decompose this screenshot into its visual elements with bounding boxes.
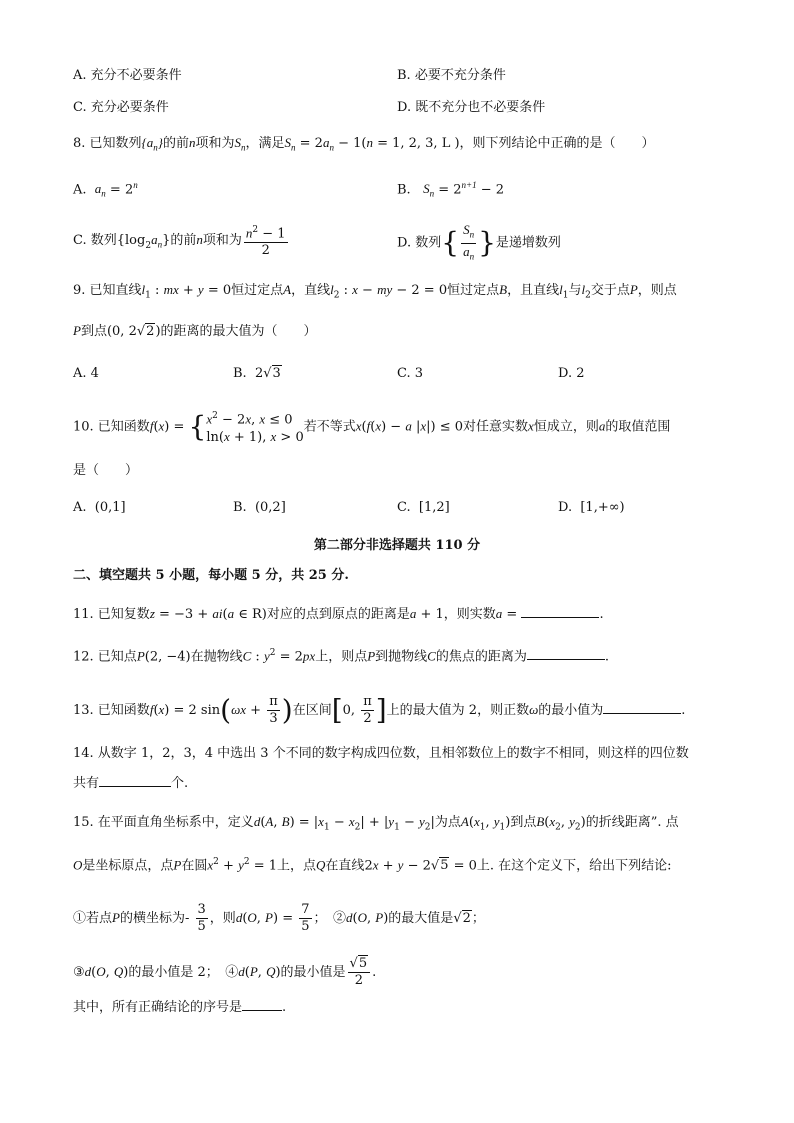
part2-heading: 第二部分非选择题共 110 分 [313, 538, 481, 553]
q10-option-b[interactable]: B. (0,2] [233, 500, 286, 515]
q8-option-a[interactable]: A. $a_n = 2^n$ [73, 180, 138, 199]
q10-stem-line1: 10. 已知函数f(x) = { $x^2 - 2x$, x ≤ 0 ln(x + 1), x > 0 若不等式x(f(x) − a |x|) ≤ 0对任意实数x恒成立，则a的取值范围 [73, 410, 671, 446]
q15-answer-blank[interactable] [242, 996, 282, 1011]
q7-option-c[interactable]: C. 充分必要条件 [73, 100, 169, 115]
q11-answer-blank[interactable] [521, 603, 599, 618]
q15-conclusions-1-2: ①若点P的横坐标为- $\frac{3}{5}$ ，则d(O, P) = $\frac{7}{5}$ ； ②d(O, P)的最大值是√2； [73, 902, 485, 934]
q7-option-a[interactable]: A. 充分不必要条件 [73, 68, 182, 83]
q10-option-d[interactable]: D. [1,+∞) [558, 500, 625, 515]
q10-option-c[interactable]: C. [1,2] [397, 500, 450, 515]
q9-stem-line2: P到点(0, 2√2)的距离的最大值为（ ） [73, 323, 317, 339]
q9-option-a[interactable]: A. 4 [73, 366, 99, 381]
q9-option-c[interactable]: C. 3 [397, 366, 424, 381]
q7-option-d[interactable]: D. 既不充分也不必要条件 [397, 100, 546, 115]
q10-stem-line2: 是（ ） [73, 463, 139, 478]
q13-stem: 13. 已知函数f(x) = 2 sin(ωx + $\frac{\pi}{3}$ )在区间[0, $\frac{\pi}{2}$ ]上的最大值为 2，则正数ω的最小值为 . [73, 693, 686, 727]
q12-answer-blank[interactable] [527, 645, 605, 660]
q8-stem: 8. 已知数列$\{a_n\}$的前n项和为$S_n$，满足$S_n = 2a_n - 1(n = 1$, 2, 3, L )，则下列结论中正确的是（ ） [73, 135, 655, 153]
q15-stem-line2: O是坐标原点，点P在圆$x^2 + y^2 = 1$上，点Q在直线2x + y − 2√5 = 0上. 在这个定义下，给出下列结论: [73, 857, 672, 874]
q11-stem: 11. 已知复数z = −3 + ai(a ∈ R)对应的点到原点的距离是a + 1，则实数a = . [73, 603, 604, 625]
q8-option-c[interactable]: C. 数列$\{\log_2a_n\}$的前n项和为 $\frac{n^2 - 1}{2}$ [73, 222, 290, 259]
q10-option-a[interactable]: A. (0,1] [73, 500, 126, 515]
q15-conclusions-3-4: ③d(O, Q)的最小值是 2； ④d(P, Q)的最小值是 $\frac{√5}{2}$ . [73, 956, 377, 988]
q12-stem: 12. 已知点P(2, −4)在抛物线C : $y^2 = 2px$上，则点P到抛物线C的焦点的距离为 . [73, 643, 609, 667]
q9-option-b[interactable]: B. 2√3 [233, 366, 281, 381]
section2-heading: 二、填空题共 5 小题，每小题 5 分，共 25 分. [73, 568, 349, 583]
q14-stem-line2: 共有 个. [73, 772, 188, 794]
q15-answer-line: 其中，所有正确结论的序号是 . [73, 996, 286, 1018]
q13-answer-blank[interactable] [603, 699, 681, 714]
q8-option-b[interactable]: B. $S_n = 2^{n+1} - 2$ [397, 180, 505, 199]
q14-stem-line1: 14. 从数字 1，2，3，4 中选出 3 个不同的数字构成四位数，且相邻数位上的数字不相同，则这样的四位数 [73, 746, 689, 761]
q14-answer-blank[interactable] [99, 772, 171, 787]
q7-option-b[interactable]: B. 必要不充分条件 [397, 68, 506, 83]
q8-option-d[interactable]: D. 数列{ $\frac{S_n}{a_n}$ }是递增数列 [397, 222, 561, 262]
q9-option-d[interactable]: D. 2 [558, 366, 585, 381]
q15-stem-line1: 15. 在平面直角坐标系中，定义d(A, $B) = |x_1 - x_2| + |y_1 - y_2|$为点$A(x_1$, $y_1$)到点$B(x_2$, $y_2$)的折线距离”. 点 [73, 814, 679, 833]
q9-stem-line1: 9. 已知直线$l_1$ : mx + y = 0恒过定点A，直线$l_2$ : x − my − 2 = 0恒过定点B，且直线$l_1$与$l_2$交于点P，则点 [73, 282, 677, 301]
